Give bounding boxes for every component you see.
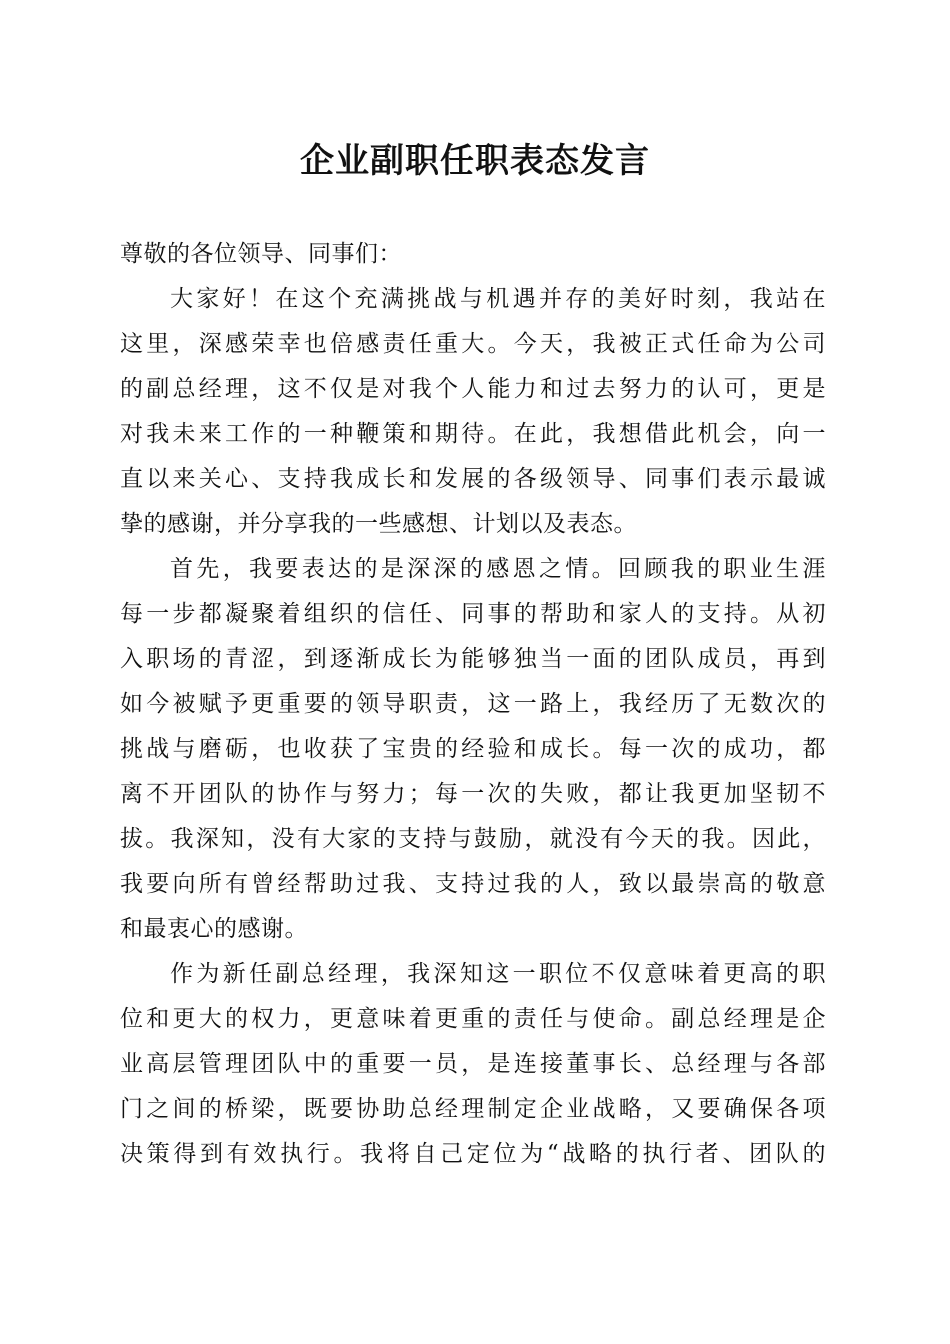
paragraph-3-line: 业高层管理团队中的重要一员，是连接董事长、总经理与各部 (120, 1051, 826, 1077)
paragraph-1-line: 这里，深感荣幸也倍感责任重大。今天，我被正式任命为公司 (120, 331, 826, 357)
paragraph-3-line: 位和更大的权力，更意味着更重的责任与使命。副总经理是企 (120, 1006, 826, 1032)
paragraph-1-line: 大家好！在这个充满挑战与机遇并存的美好时刻，我站在 (170, 286, 826, 312)
salutation: 尊敬的各位领导、同事们： (120, 241, 402, 267)
paragraph-2-line: 如今被赋予更重要的领导职责，这一路上，我经历了无数次的 (120, 691, 826, 717)
paragraph-2-line: 挑战与磨砺，也收获了宝贵的经验和成长。每一次的成功，都 (120, 736, 826, 762)
paragraph-1-line: 对我未来工作的一种鞭策和期待。在此，我想借此机会，向一 (120, 421, 826, 447)
paragraph-3-line: 决策得到有效执行。我将自己定位为“战略的执行者、团队的 (120, 1141, 826, 1167)
paragraph-3-line: 门之间的桥梁，既要协助总经理制定企业战略，又要确保各项 (120, 1096, 826, 1122)
paragraph-3-line: 作为新任副总经理，我深知这一职位不仅意味着更高的职 (170, 961, 826, 987)
paragraph-1-line: 挚的感谢，并分享我的一些感想、计划以及表态。 (120, 511, 637, 537)
paragraph-1-line: 直以来关心、支持我成长和发展的各级领导、同事们表示最诚 (120, 466, 826, 492)
paragraph-2-line: 拔。我深知，没有大家的支持与鼓励，就没有今天的我。因此， (120, 826, 826, 852)
paragraph-2-line: 每一步都凝聚着组织的信任、同事的帮助和家人的支持。从初 (120, 601, 826, 627)
paragraph-2-line: 和最衷心的感谢。 (120, 916, 308, 942)
document-title: 企业副职任职表态发言 (300, 141, 650, 181)
paragraph-2-line: 入职场的青涩，到逐渐成长为能够独当一面的团队成员，再到 (120, 646, 826, 672)
document-body (120, 232, 826, 1177)
paragraph-2-line: 首先，我要表达的是深深的感恩之情。回顾我的职业生涯 (170, 556, 826, 582)
paragraph-2-line: 我要向所有曾经帮助过我、支持过我的人，致以最崇高的敬意 (120, 871, 826, 897)
paragraph-2-line: 离不开团队的协作与努力；每一次的失败，都让我更加坚韧不 (120, 781, 826, 807)
paragraph-1-line: 的副总经理，这不仅是对我个人能力和过去努力的认可，更是 (120, 376, 826, 402)
